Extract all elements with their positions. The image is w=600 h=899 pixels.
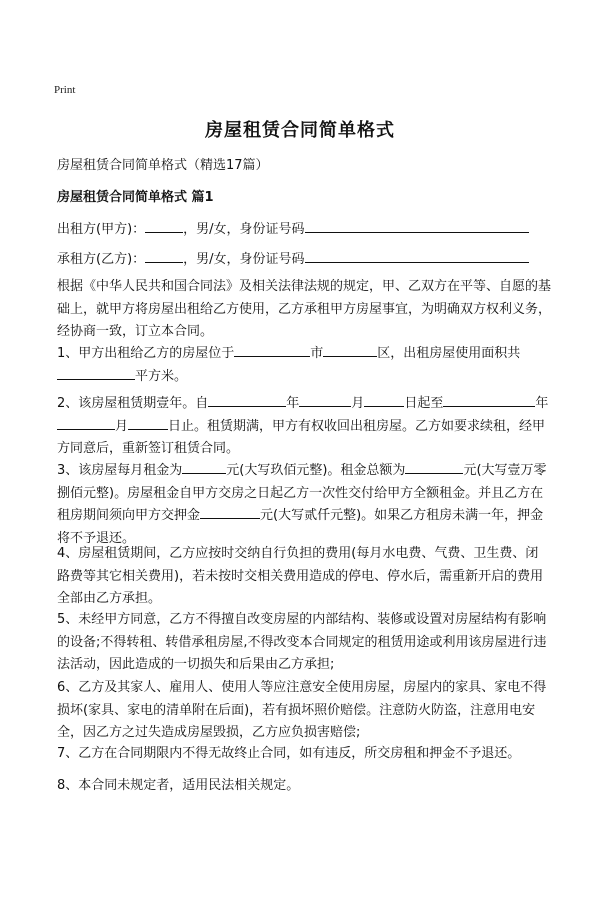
clause-8: 8、本合同未规定者，适用民法相关规定。 [57,778,300,793]
document-title: 房屋租赁合同简单格式 [205,120,395,141]
clause-2-until: 日起至 [404,396,444,411]
clause-6: 6、乙方及其家人、雇用人、使用人等应注意安全使用房屋，房屋内的家具、家电不得损坏(家具、家电的清单附在后面)，若有损坏照价赔偿。注意防火防盗，注意用电安全，因乙方之过失造成房屋毁损，乙方应负损害赔偿; [57,680,547,740]
clause-3-rest: 元(大写贰仟元整)。如果乙方租房未满一年，押金将不予退还。 [57,508,544,546]
clause-7: 7、乙方在合同期限内不得无故终止合同，如有违反，所交房租和押金不予退还。 [57,746,521,761]
lessor-gender-id: ，男/女，身份证号码 [183,222,305,237]
start-year-blank [208,393,286,407]
end-month-blank [57,416,115,430]
deposit-blank [200,505,260,519]
clause-2-end-month: 月 [115,418,129,434]
lessee-row [57,248,529,267]
clause-2-month: 月 [351,396,365,411]
print-label: Print [54,84,76,96]
clause-2-end-year: 年 [535,396,549,411]
chapter-heading: 房屋租赁合同简单格式 篇1 [57,190,214,205]
clause-3 [57,460,551,550]
lessor-id-blank [305,220,529,233]
lessee-id-blank [305,250,529,263]
end-day-blank [128,416,168,430]
clause-3-deposit-text: 元(大写壹万零捌佰元整)。房屋租金自甲方交房之日起乙方一次性交付给甲方全额租金。并且乙方在租房期间须向甲方交押金 [57,463,547,523]
clause-2-year: 年 [286,396,300,411]
clause-1-city: 市 [310,346,324,361]
area-blank [57,366,135,380]
clause-1-area-text: 区，出租房屋使用面积共 [377,346,521,361]
district-blank [323,343,377,357]
clause-4: 4、房屋租赁期间，乙方应按时交纳自行负担的费用(每月水电费、气费、卫生费、闭路费等其它相关费用)，若未按时交相关费用造成的停电、停水后，需重新开启的费用全部由乙方承担。 [57,546,544,606]
clause-2-text: 2、该房屋租赁期壹年。自 [57,396,209,411]
city-blank [234,343,310,357]
end-year-blank [443,393,535,407]
lessor-label: 出租方(甲方)： [57,222,146,237]
total-rent-blank [405,460,463,474]
clause-5: 5、未经甲方同意，乙方不得擅自改变房屋的内部结构、装修或设置对房屋结构有影响的设备;不得转租、转借承租房屋,不得改变本合同规定的租赁用途或利用该房屋进行违法活动，因此造成的一切损失和后果由乙方承担; [57,612,547,672]
lessor-name-blank [145,220,183,233]
start-month-blank [299,393,351,407]
lessee-label: 承租方(乙方)： [57,252,146,267]
intro-paragraph: 根据《中华人民共和国合同法》及相关法律法规的规定，甲、乙双方在平等、自愿的基础上，就甲方将房屋出租给乙方使用，乙方承租甲方房屋事宜，为明确双方权利义务，经协商一致，订立本合同。 [57,279,552,339]
clause-2 [57,393,551,461]
clause-2-rest: 日止。租赁期满，甲方有权收回出租房屋。乙方如要求续租，经甲方同意后，重新签订租赁合同。 [57,418,546,456]
clause-1-text: 1、甲方出租给乙方的房屋位于 [57,346,235,361]
monthly-rent-blank [182,460,226,474]
clause-3-total-text: 元(大写玖佰元整)。租金总额为 [226,463,406,478]
clause-3-text: 3、该房屋每月租金为 [57,463,183,478]
start-day-blank [364,393,404,407]
document-subtitle: 房屋租赁合同简单格式（精选17篇） [57,158,269,173]
clause-1-unit: 平方米。 [135,368,188,384]
lessee-name-blank [145,250,183,263]
clause-1 [57,343,551,388]
lessor-row [57,218,529,237]
lessee-gender-id: ，男/女，身份证号码 [183,252,305,267]
